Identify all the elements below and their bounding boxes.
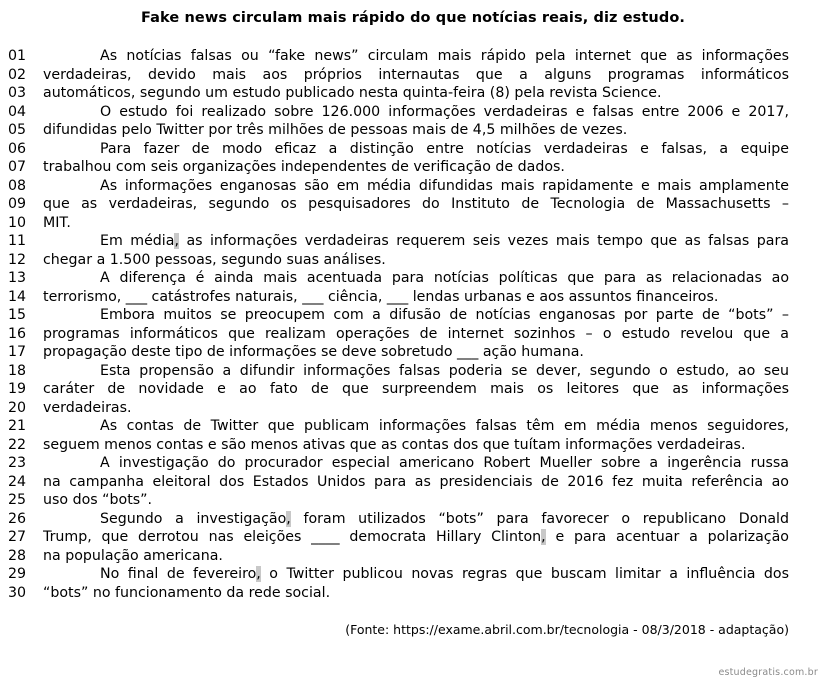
text-line bbox=[0, 510, 826, 529]
text-line bbox=[0, 288, 826, 307]
line-text: verdadeiras. bbox=[43, 399, 132, 416]
text-line bbox=[0, 121, 826, 140]
source-citation: (Fonte: https://exame.abril.com.br/tecnologia - 08/3/2018 - adaptação) bbox=[345, 622, 789, 637]
line-number: 25 bbox=[8, 492, 27, 508]
line-text: As contas de Twitter que publicam informações falsas têm em média menos seguidores, bbox=[100, 418, 789, 434]
line-number: 11 bbox=[8, 233, 27, 249]
text-line bbox=[0, 103, 826, 122]
line-text: na população americana. bbox=[43, 547, 223, 564]
text-line bbox=[0, 436, 826, 455]
line-number: 13 bbox=[8, 270, 27, 286]
text-line bbox=[0, 473, 826, 492]
text-line bbox=[0, 528, 826, 547]
text-line bbox=[0, 177, 826, 196]
line-text: propagação deste tipo de informações se deve sobretudo ___ ação humana. bbox=[43, 344, 584, 360]
text-line bbox=[0, 214, 826, 233]
text-line bbox=[0, 66, 826, 85]
line-text: chegar a 1.500 pessoas, segundo suas análises. bbox=[43, 251, 386, 268]
line-number: 15 bbox=[8, 307, 27, 323]
line-text: As informações enganosas são em média difundidas mais rapidamente e mais amplamente bbox=[100, 177, 789, 194]
line-text-before-mark: No final de fevereiro bbox=[100, 566, 257, 582]
line-text-after-mark: as informações verdadeiras requerem seis vezes mais tempo que as falsas para bbox=[178, 233, 789, 249]
line-number: 01 bbox=[8, 48, 27, 64]
article-body bbox=[0, 47, 826, 602]
line-number: 14 bbox=[8, 288, 27, 305]
line-text: A diferença é ainda mais acentuada para notícias políticas que para as relacionadas ao bbox=[100, 270, 789, 286]
line-number: 28 bbox=[8, 547, 27, 564]
line-number: 10 bbox=[8, 214, 27, 231]
text-line bbox=[0, 343, 826, 362]
line-number: 12 bbox=[8, 251, 27, 268]
line-text bbox=[43, 232, 789, 251]
line-number: 06 bbox=[8, 140, 27, 157]
line-number: 29 bbox=[8, 566, 27, 582]
line-text: programas informáticos que realizam operações de internet sozinhos – o estudo revelou que a bbox=[43, 325, 789, 342]
line-text: verdadeiras, devido mais aos próprios internautas que a alguns programas informáticos bbox=[43, 66, 789, 83]
line-number: 04 bbox=[8, 103, 27, 120]
text-line bbox=[0, 325, 826, 344]
line-number: 02 bbox=[8, 66, 27, 83]
line-text: trabalhou com seis organizações independentes de verificação de dados. bbox=[43, 159, 565, 175]
line-number: 19 bbox=[8, 381, 27, 397]
line-number: 05 bbox=[8, 122, 27, 138]
text-line bbox=[0, 584, 826, 603]
line-text: automáticos, segundo um estudo publicado nesta quinta-feira (8) pela revista Science. bbox=[43, 85, 662, 101]
highlighted-comma: , bbox=[174, 233, 179, 249]
line-number: 18 bbox=[8, 362, 27, 379]
line-number: 07 bbox=[8, 159, 27, 175]
line-text bbox=[43, 565, 789, 584]
line-number: 23 bbox=[8, 455, 27, 471]
line-text: O estudo foi realizado sobre 126.000 informações verdadeiras e falsas entre 2006 e 2017, bbox=[100, 103, 789, 120]
line-text: As notícias falsas ou “fake news” circulam mais rápido pela internet que as informações bbox=[100, 48, 789, 64]
line-text-after-mark: e para acentuar a polarização bbox=[545, 529, 789, 545]
line-number: 27 bbox=[8, 529, 27, 545]
text-line bbox=[0, 269, 826, 288]
text-line bbox=[0, 306, 826, 325]
text-line bbox=[0, 158, 826, 177]
line-number: 22 bbox=[8, 436, 27, 453]
line-text: A investigação do procurador especial americano Robert Mueller sobre a ingerência russa bbox=[100, 455, 789, 471]
line-number: 21 bbox=[8, 418, 27, 434]
line-text-before-mark: Em média bbox=[100, 233, 175, 249]
line-text bbox=[43, 528, 789, 547]
line-text: Embora muitos se preocupem com a difusão de notícias enganosas por parte de “bots” – bbox=[100, 307, 789, 323]
line-number: 03 bbox=[8, 85, 27, 101]
text-line bbox=[0, 140, 826, 159]
text-line bbox=[0, 84, 826, 103]
line-text: Esta propensão a difundir informações falsas poderia se dever, segundo o estudo, ao seu bbox=[100, 362, 789, 379]
line-text-before-mark: Segundo a investigação bbox=[100, 510, 287, 527]
text-line bbox=[0, 454, 826, 473]
line-text: difundidas pelo Twitter por três milhões de pessoas mais de 4,5 milhões de vezes. bbox=[43, 122, 628, 138]
highlighted-comma: , bbox=[286, 510, 291, 527]
text-line bbox=[0, 380, 826, 399]
line-text: Para fazer de modo eficaz a distinção entre notícias verdadeiras e falsas, a equipe bbox=[100, 140, 789, 157]
text-line bbox=[0, 491, 826, 510]
line-text: na campanha eleitoral dos Estados Unidos para as presidenciais de 2016 fez muita referência ao bbox=[43, 473, 789, 490]
line-number: 24 bbox=[8, 473, 27, 490]
text-line bbox=[0, 362, 826, 381]
site-watermark: estudegratis.com.br bbox=[718, 667, 818, 678]
line-number: 30 bbox=[8, 584, 27, 601]
line-text: terrorismo, ___ catástrofes naturais, ___ ciência, ___ lendas urbanas e aos assuntos financeiros. bbox=[43, 288, 719, 305]
line-text-after-mark: foram utilizados “bots” para favorecer o republicano Donald bbox=[290, 510, 789, 527]
text-line bbox=[0, 417, 826, 436]
highlighted-comma: , bbox=[541, 529, 546, 545]
text-line bbox=[0, 547, 826, 566]
highlighted-comma: , bbox=[256, 566, 261, 582]
line-number: 16 bbox=[8, 325, 27, 342]
line-text: uso dos “bots”. bbox=[43, 492, 153, 508]
line-text bbox=[43, 510, 789, 529]
article-title: Fake news circulam mais rápido do que notícias reais, diz estudo. bbox=[141, 10, 685, 26]
text-line bbox=[0, 232, 826, 251]
text-line bbox=[0, 565, 826, 584]
text-line bbox=[0, 399, 826, 418]
text-line bbox=[0, 195, 826, 214]
line-text: MIT. bbox=[43, 214, 71, 231]
line-text-before-mark: Trump, que derrotou nas eleições ____ democrata Hillary Clinton bbox=[43, 529, 542, 545]
line-number: 26 bbox=[8, 510, 27, 527]
line-text-after-mark: o Twitter publicou novas regras que buscam limitar a influência dos bbox=[260, 566, 789, 582]
text-line bbox=[0, 251, 826, 270]
line-number: 20 bbox=[8, 399, 27, 416]
line-number: 08 bbox=[8, 177, 27, 194]
line-number: 17 bbox=[8, 344, 27, 360]
line-text: que as verdadeiras, segundo os pesquisadores do Instituto de Tecnologia de Massachusetts – bbox=[43, 196, 789, 212]
line-text: seguem menos contas e são menos ativas que as contas dos que tuítam informações verdadeiras. bbox=[43, 436, 746, 453]
text-line bbox=[0, 47, 826, 66]
line-text: caráter de novidade e ao fato de que surpreendem mais os leitores que as informações bbox=[43, 381, 789, 397]
line-number: 09 bbox=[8, 196, 27, 212]
line-text: “bots” no funcionamento da rede social. bbox=[43, 584, 331, 601]
